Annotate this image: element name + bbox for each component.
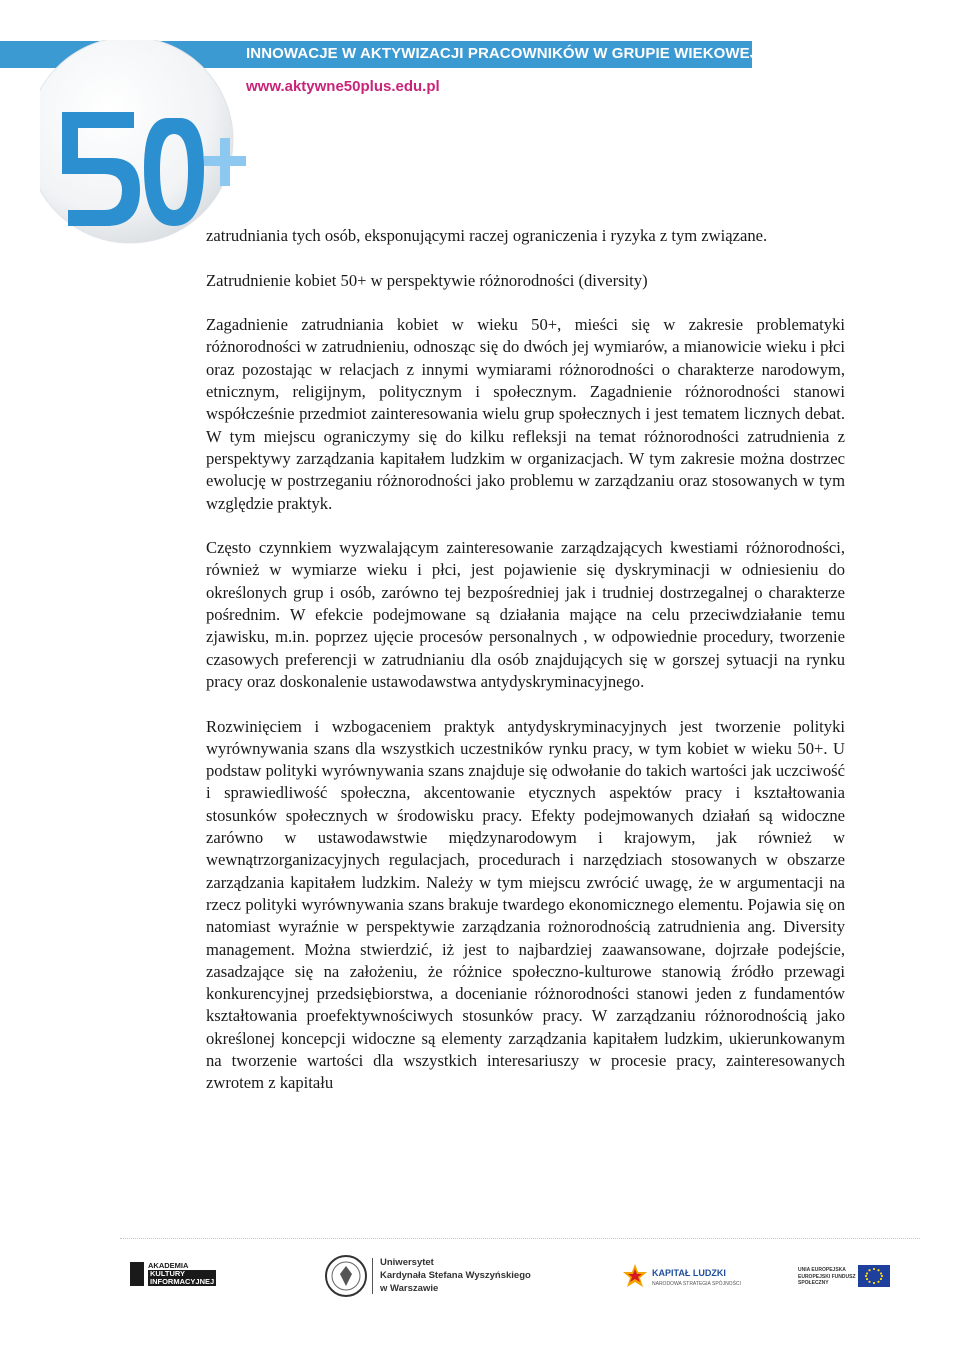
uksw-line3: w Warszawie — [380, 1283, 439, 1294]
section-heading: Zatrudnienie kobiet 50+ w perspektywie różnorodności (diversity) — [206, 270, 648, 290]
akademia-line3: INFORMACYJNEJ — [150, 1277, 215, 1286]
header-title: INNOWACJE W AKTYWIZACJI PRACOWNIKÓW W GRUPIE WIEKOWEJ 50+ — [246, 45, 789, 62]
uksw-line1: Uniwersytet — [380, 1257, 434, 1268]
uksw-separator — [372, 1258, 373, 1294]
paragraph-3: Rozwinięciem i wzbogaceniem praktyk antydyskryminacyjnych jest tworzenie polityki wyrównywania szans dla wszystkich uczestników rynku pracy, w tym kobiet w wieku 50+. U podstaw polityki wyrównywania szans znajduje się odwołanie do takich wartości jak uczciwość i sprawiedliwość społeczna, akcentowanie etycznych aspektów pracy i kształtowania stosunków społecznych w środowisku pracy. Efekty podejmowanych działań są widoczne zarówno w ustawodawstwie międzynarodowym i krajowym, jak również w wewnątrzorganizacyjnych regulacjach, procedurach i narzędziach stosowanych w obszarze zarządzania kapitałem ludzkim. Należy w tym miejscu zwrócić uwagę, że w argumentacji na rzecz polityki wyrównywania szans brakuje twardego ekonomicznego elementu. Pojawia się on natomiast wyraźnie w perspektywie zarządzania rożnorodnością zatrudnienia ang. Diversity management. Można stwierdzić, iż jest to najbardziej zaawansowane, dojrzałe podejście, zasadzające się na założeniu, że różnice społeczno-kulturowe stanowią źródło przewagi konkurencyjnej przedsiębiorstwa, a docenianie różnorodności stanowi jeden z fundamentów kształtowania proefektywnościwych stosunków pracy. W zarządzaniu różnorodnością jako określonej koncepcji widoczne są elementy zarządzania kapitałem ludzkim, ukierunkowanym na tworzenie wartości dla wszystkich interesariuszy w procesie pracy, zainteresowanych zwrotem z kapitału — [206, 716, 845, 1093]
kapital-ludzki-line1: KAPITAŁ LUDZKI — [652, 1268, 726, 1278]
logo-akademia-kultury — [130, 1262, 280, 1286]
eu-flag-icon — [858, 1265, 890, 1287]
uksw-seal-icon — [324, 1254, 368, 1298]
paragraph-1: Zagadnienie zatrudniania kobiet w wieku 50+, mieści się w zakresie problematyki różnorodności w zatrudnieniu, odnosząc się do dwóch jej wymiarów, a mianowicie wieku i płci oraz pozostając w relacjach z innymi wymiarami różnorodności o charakterze narodowym, etnicznym, religijnym, politycznym i społecznym. Zagadnienie różnorodności stanowi współcześnie przedmiot zainteresowania wielu grup społecznych i jest tematem licznych debat. W tym miejscu ograniczymy się do kilku refleksji na temat różnorodności zatrudnienia z perspektywy zarządzania kapitałem ludzkim w organizacjach. W tym zakresie można dostrzec ewolucję w postrzeganiu różnorodności jako problemu w zarządzaniu oraz stosowanych w tym względzie praktyk. — [206, 315, 845, 513]
uksw-line2: Kardynała Stefana Wyszyńskiego — [380, 1270, 531, 1281]
footer-divider — [120, 1238, 920, 1239]
akademia-mark-icon — [130, 1262, 144, 1286]
kapital-ludzki-star-icon — [622, 1262, 648, 1290]
ue-line1: UNIA EUROPEJSKA — [798, 1267, 846, 1273]
logo-unia-europejska — [798, 1264, 894, 1290]
akademia-line1: AKADEMIA — [148, 1261, 189, 1270]
header-url[interactable]: www.aktywne50plus.edu.pl — [246, 78, 440, 95]
document-body — [206, 225, 845, 1095]
kapital-ludzki-line2: NARODOWA STRATEGIA SPÓJNOŚCI — [652, 1281, 741, 1287]
akademia-line2: KULTURY — [148, 1270, 216, 1278]
paragraph-2: Często czynnkiem wyzwalającym zainteresowanie zarządzających kwestiami różnorodności, również w wymiarze wieku i płci, jest pojawienie się dyskryminacji w odniesieniu do określonych grup i osób, zarówno tej bezpośredniej jak i trudniej dostrzegalnej o charakterze pośrednim. W efekcie podejmowane są działania mające na celu przeciwdziałanie temu zjawisku, m.in. poprzez ujęcie procesów personalnych , w odpowiednie procedury, tworzenie czasowych preferencji w zatrudnianiu dla osób znajdujących się w gorszej sytuacji na rynku pracy oraz doskonalenie ustawodawstwa antydyskryminacyjnego. — [206, 538, 845, 691]
ue-line2: EUROPEJSKI FUNDUSZ — [798, 1273, 856, 1280]
paragraph-continuation: zatrudniania tych osób, eksponującymi raczej ograniczenia i ryzyka z tym związane. — [206, 226, 768, 245]
logo-uksw — [324, 1254, 544, 1300]
ue-line3: SPOŁECZNY — [798, 1280, 829, 1286]
logo-kapital-ludzki — [622, 1262, 741, 1290]
